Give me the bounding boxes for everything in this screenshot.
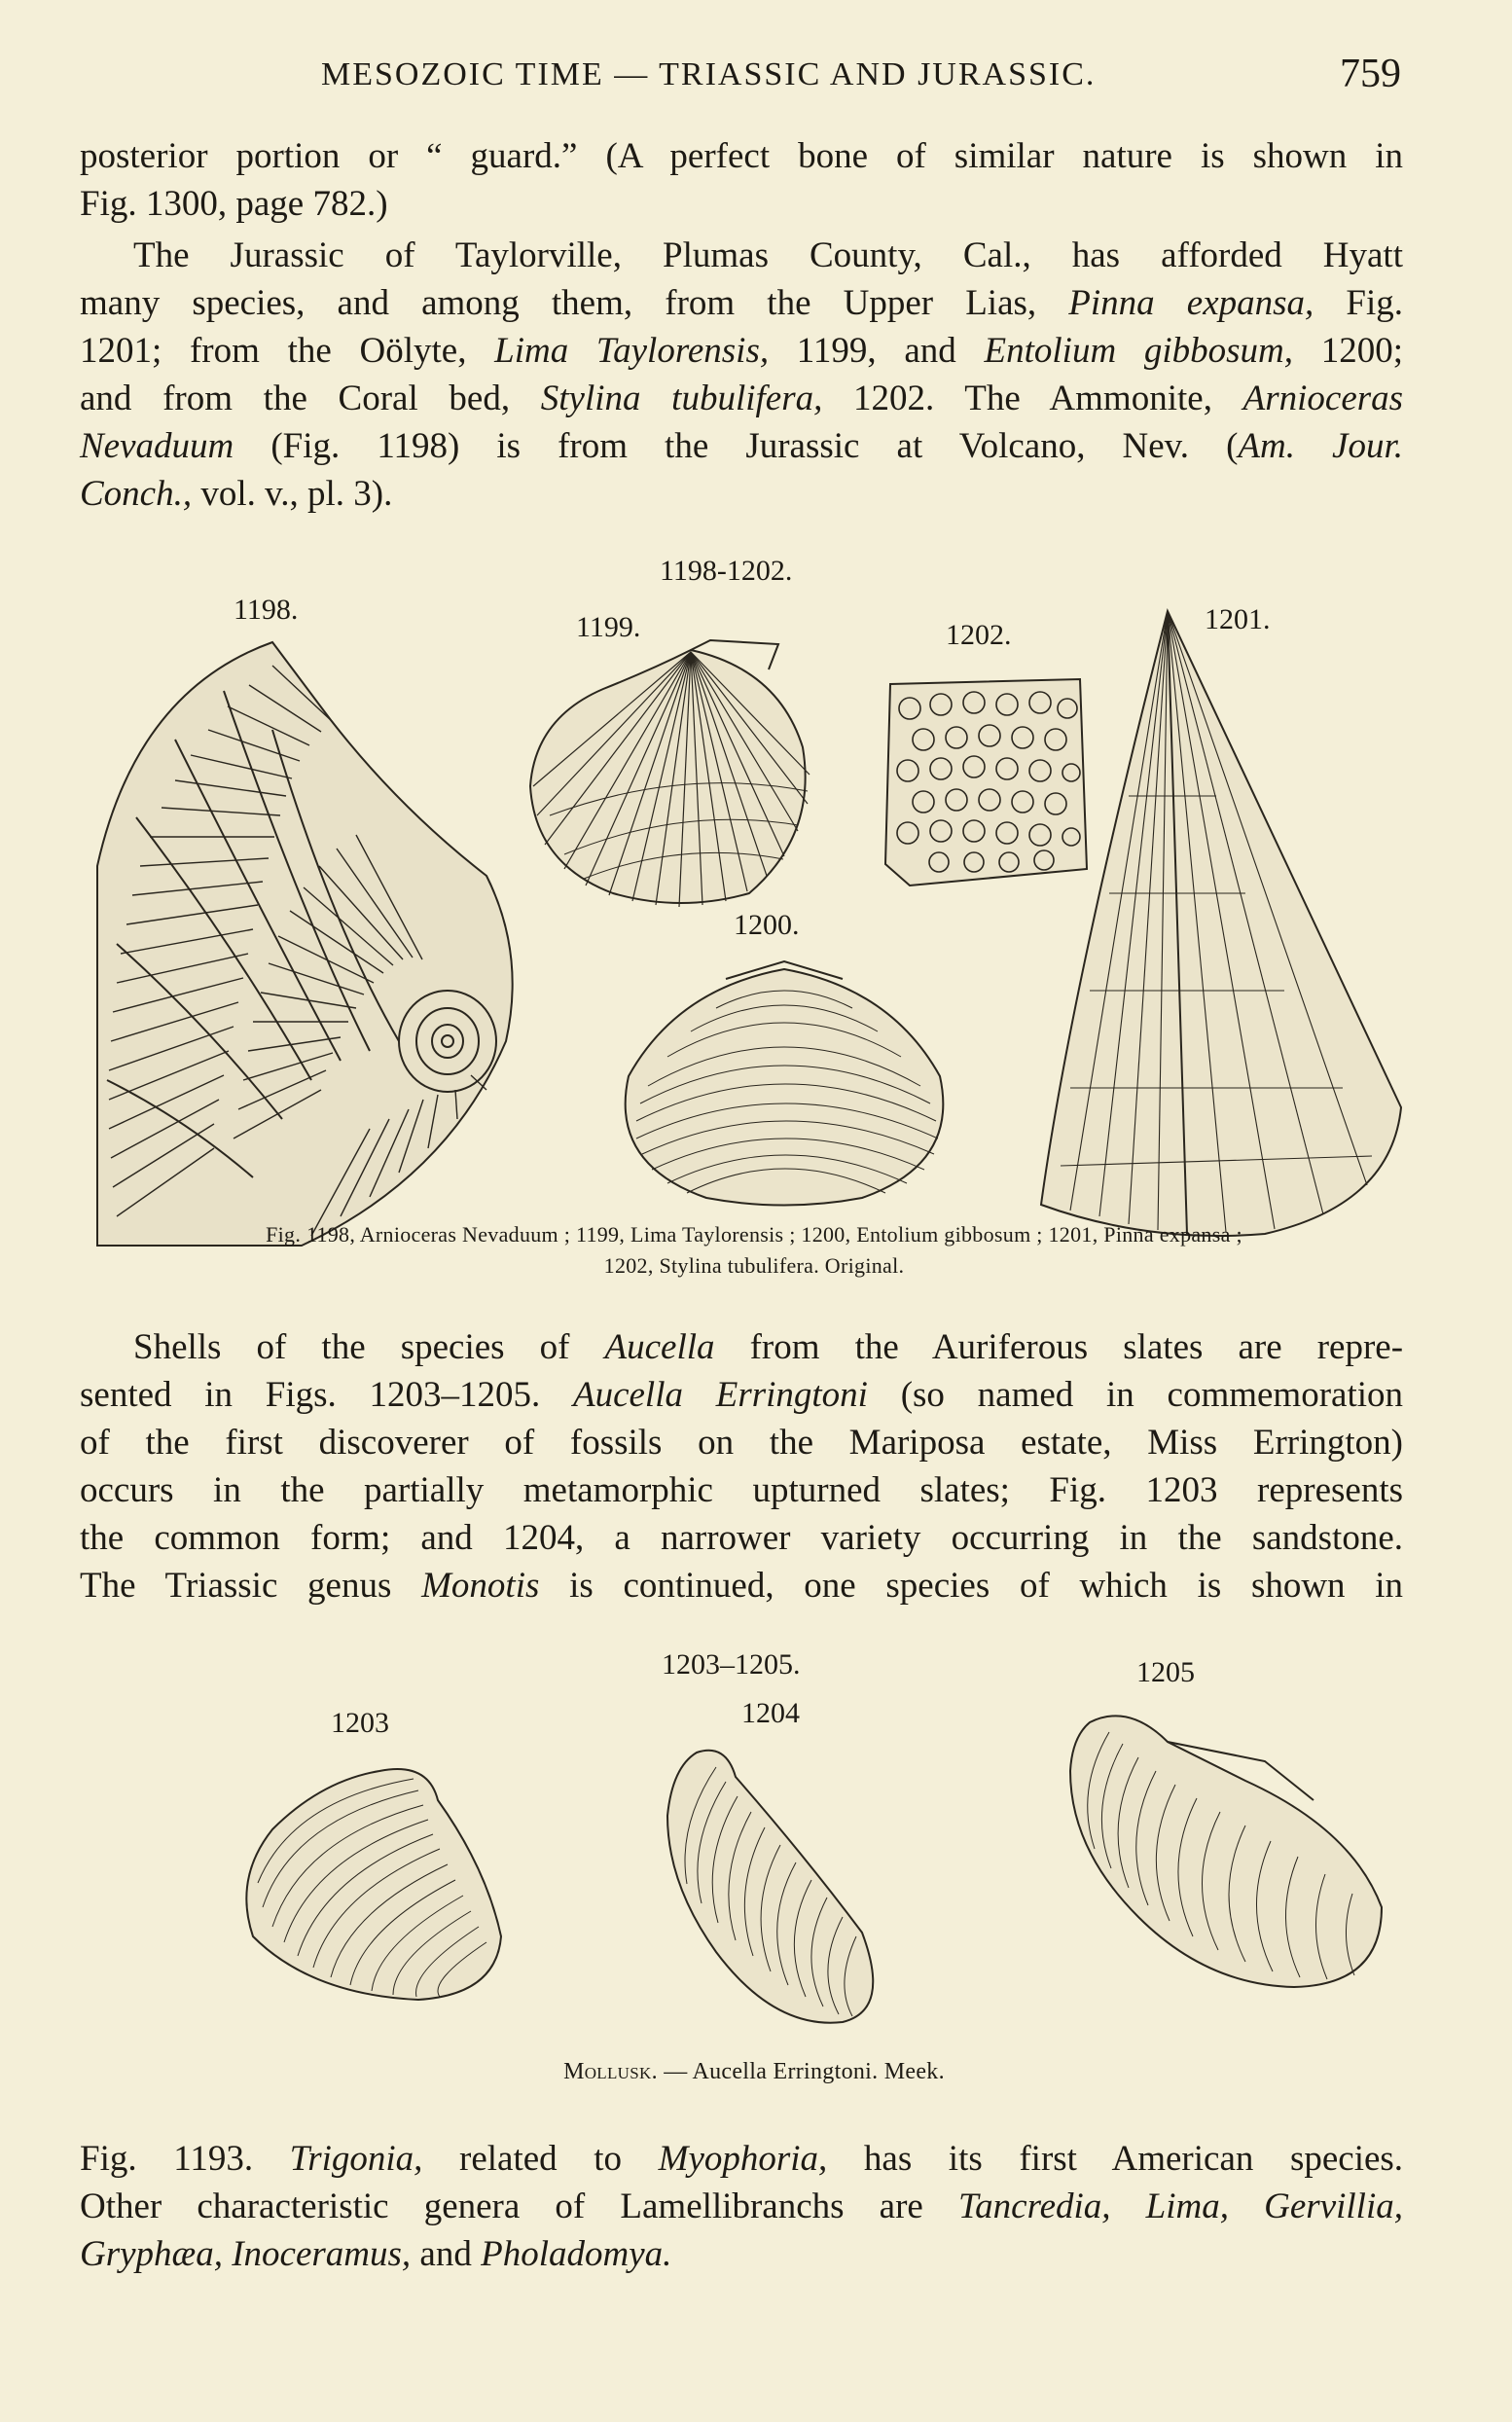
journal-name: Am. Jour. [1238,426,1404,466]
text-run: The Triassic genus [80,1566,392,1606]
text-run: Other characteristic genera of Lamellibranchs are [80,2187,923,2226]
text-run: 1199, and [796,331,956,371]
aucella-1205-illustration [1061,1703,1391,1995]
taxon-name: Arnioceras [1242,379,1404,418]
figure-group-label: 1198-1202. [660,555,793,587]
caption-line: — Aucella Erringtoni. Meek. [657,2059,945,2084]
text-run: The Jurassic of Taylorville, Plumas County, Cal., has afforded Hyatt [133,235,1403,275]
taxon-name: Gryphæa, Inoceramus, [80,2234,412,2274]
text-line [80,1323,1403,1371]
taxon-name: Pinna expansa, [1068,283,1314,323]
taxon-name: Aucella [604,1327,715,1367]
text-run: Shells of the species of [133,1327,570,1367]
text-line [80,279,1403,327]
pinna-shell-illustration [1031,601,1411,1244]
taxon-name: Monotis [421,1566,540,1606]
figure-caption-1198-1202 [78,1222,1430,1279]
text-line [80,2183,1403,2230]
text-run: 1202. The Ammonite, [853,379,1212,418]
caption-smallcaps: Mollusk. [563,2059,658,2084]
caption-line: 1202, Stylina tubulifera. Original. [603,1253,905,1278]
text-run: sented in Figs. 1203–1205. [80,1375,541,1415]
text-line [80,1466,1403,1514]
text-run: 1201; from the Oölyte, [80,331,467,371]
paragraph-taylorville [80,232,1403,518]
text-line [80,375,1403,422]
text-line [80,1562,1403,1609]
entolium-shell-illustration [609,950,959,1212]
text-run: is continued, one species of which is shown in [569,1566,1404,1606]
figure-caption-1203-1205 [78,2059,1430,2085]
text-line [80,327,1403,375]
text-run: and [419,2234,472,2274]
figure-1198-1202 [0,545,1512,1246]
paragraph-aucella [80,1323,1403,1609]
taxon-name: Stylina tubulifera, [540,379,823,418]
text-run: occurs in the partially metamorphic upturned slates; Fig. 1203 represents [80,1470,1403,1510]
text-line [80,132,1403,180]
paragraph-continuation [80,132,1403,228]
figure-label-1199: 1199. [576,611,641,643]
text-run: and from the Coral bed, [80,379,511,418]
text-run: 1200; [1320,331,1403,371]
aucella-1203-illustration [234,1752,516,2005]
text-run: Fig. 1193. [80,2139,254,2179]
text-run: (Fig. 1198) is from the Jurassic at Volcano, Nev. ( [270,426,1239,466]
taxon-name: Trigonia, [289,2139,423,2179]
text-line [80,470,1403,518]
text-line [80,180,1403,228]
figure-group-label: 1203–1205. [662,1648,801,1681]
text-line [80,1419,1403,1466]
caption-line: Fig. 1198, Arnioceras Nevaduum ; 1199, Lima Taylorensis ; 1200, Entolium gibbosum ; 1201, Pinna expansa ; [266,1222,1242,1247]
text-run: Fig. 1300, page 782.) [80,184,388,224]
text-run: posterior portion or “ guard.” (A perfect bone of similar nature is shown in [80,136,1403,176]
text-run: has its first American species. [863,2139,1404,2179]
taxon-name: Aucella Erringtoni [572,1375,868,1415]
text-run: of the first discoverer of fossils on the Mariposa estate, Miss Errington) [80,1423,1403,1463]
lima-shell-illustration [525,631,827,913]
text-line [80,2230,1403,2278]
figure-1203-1205 [0,1635,1512,2082]
taxon-name: Lima Taylorensis, [494,331,770,371]
text-run: many species, and among them, from the Upper Lias, [80,283,1037,323]
text-line [80,422,1403,470]
figure-label-1203: 1203 [331,1707,389,1739]
journal-name: Conch., [80,474,193,514]
taxon-name: Nevaduum [80,426,234,466]
taxon-name: Tancredia, Lima, Gervillia, [957,2187,1403,2226]
text-line [80,232,1403,279]
aucella-1204-illustration [658,1738,891,2030]
paragraph-trigonia [80,2135,1403,2278]
figure-label-1201: 1201. [1205,603,1271,635]
text-run: (so named in commemoration [900,1375,1404,1415]
text-run: from the Auriferous slates are repre- [749,1327,1404,1367]
figure-label-1198: 1198. [234,594,299,626]
figure-label-1200: 1200. [734,909,800,941]
page-number: 759 [1340,52,1401,96]
figure-label-1205: 1205 [1136,1656,1195,1688]
text-run: the common form; and 1204, a narrower variety occurring in the sandstone. [80,1518,1403,1558]
running-head-title: MESOZOIC TIME — TRIASSIC AND JURASSIC. [321,56,1097,92]
figure-label-1202: 1202. [946,619,1012,651]
ammonite-illustration [78,633,535,1255]
text-line [80,2135,1403,2183]
text-run: Fig. [1346,283,1404,323]
text-line [80,1371,1403,1419]
figure-label-1204: 1204 [741,1697,800,1729]
taxon-name: Pholadomya. [481,2234,672,2274]
text-line [80,1514,1403,1562]
taxon-name: Myophoria, [658,2139,828,2179]
text-run: vol. v., pl. 3). [200,474,393,514]
text-run: related to [459,2139,623,2179]
taxon-name: Entolium gibbosum, [984,331,1294,371]
